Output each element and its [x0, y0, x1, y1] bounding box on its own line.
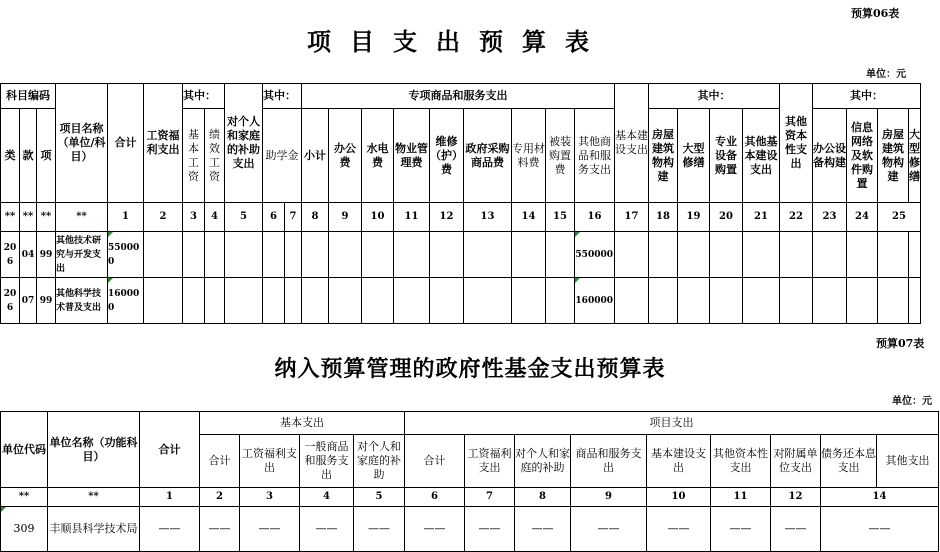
index-cell: 23 — [813, 203, 847, 232]
header-uniform: 被装购置费 — [546, 109, 575, 203]
index-cell: 25 — [878, 203, 921, 232]
index-cell: 5 — [354, 488, 405, 507]
unit-label-2: 单位：元 — [892, 396, 932, 407]
header-kemu: 科目编码 — [1, 84, 56, 109]
header-bigrepair: 大型修缮 — [678, 109, 710, 203]
row2-name: 其他科学技术普及支出 — [56, 278, 108, 324]
header-other-capital: 其他资本性支出 — [780, 84, 813, 203]
index-cell: ** — [48, 488, 140, 507]
index-cell: 11 — [394, 203, 430, 232]
row-dash: —— — [465, 507, 515, 552]
index-cell: 9 — [329, 203, 362, 232]
row1-lei: 206 — [1, 232, 20, 278]
header-perf: 绩效工资 — [205, 109, 225, 203]
header-goods: 专项商品和服务支出 — [302, 84, 615, 109]
header-info: 信息网络及软件购置 — [847, 109, 878, 203]
row-dash: —— — [405, 507, 465, 552]
header-basic: 基本工资 — [183, 109, 205, 203]
row-dash: —— — [200, 507, 240, 552]
index-cell: 10 — [647, 488, 711, 507]
header-p-other: 其他支出 — [877, 435, 939, 488]
header-b-goods: 一般商品和服务支出 — [300, 435, 354, 488]
header-qizhong-1: 其中： — [183, 84, 225, 109]
index-cell: 21 — [743, 203, 780, 232]
index-cell: 9 — [571, 488, 647, 507]
header-project: 项目支出 — [405, 412, 939, 435]
index-cell: 19 — [678, 203, 710, 232]
header-material: 专用材料费 — [512, 109, 546, 203]
index-cell: ** — [56, 203, 108, 232]
index-cell: 17 — [615, 203, 649, 232]
index-cell: 3 — [183, 203, 205, 232]
index-cell: 15 — [546, 203, 575, 232]
header-qizhong-3: 其中： — [649, 84, 780, 109]
row1-other-goods: 550000 — [575, 232, 615, 278]
index-cell: 4 — [205, 203, 225, 232]
header-name: 项目名称（单位/科目） — [56, 84, 108, 203]
header-unit-name: 单位名称（功能科目） — [48, 412, 140, 488]
index-cell: 3 — [240, 488, 300, 507]
index-cell: 5 — [225, 203, 263, 232]
row1-total: 550000 — [108, 232, 144, 278]
index-cell: 8 — [302, 203, 329, 232]
index-cell: 1 — [108, 203, 144, 232]
unit-label-1: 单位：元 — [866, 69, 906, 80]
index-cell: 6 — [263, 203, 285, 232]
index-cell: 6 — [405, 488, 465, 507]
fund-budget-table — [0, 411, 939, 552]
header-subtotal: 小计 — [302, 109, 329, 203]
header-p-construct: 基本建设支出 — [647, 435, 711, 488]
header-procure: 政府采购商品费 — [464, 109, 512, 203]
index-cell: 7 — [285, 203, 302, 232]
page-title-fund-budget: 纳入预算管理的政府性基金支出预算表 — [274, 356, 666, 382]
row-dash: —— — [300, 507, 354, 552]
index-cell: ** — [37, 203, 56, 232]
row-dash: —— — [140, 507, 200, 552]
header-unit-code: 单位代码 — [1, 412, 48, 488]
header-p-total: 合计 — [405, 435, 465, 488]
row2-lei: 206 — [1, 278, 20, 324]
row2-xiang: 99 — [37, 278, 56, 324]
header-salary: 工资福利支出 — [144, 84, 183, 203]
header-other-construct: 其他基本建设支出 — [743, 109, 780, 203]
row2-other-goods: 160000 — [575, 278, 615, 324]
row-dash: —— — [571, 507, 647, 552]
row2-total: 160000 — [108, 278, 144, 324]
header-equip: 专业设备购置 — [710, 109, 743, 203]
header-xiang: 项 — [37, 109, 56, 203]
row1-name: 其他技术研究与开发支出 — [56, 232, 108, 278]
header-p-salary: 工资福利支出 — [465, 435, 515, 488]
index-cell: 14 — [512, 203, 546, 232]
index-cell: 7 — [465, 488, 515, 507]
header-qizhong-4: 其中： — [813, 84, 921, 109]
header-bigrepair-2: 大型修缮 — [909, 109, 921, 203]
header-other-goods: 其他商品和服务支出 — [575, 109, 615, 203]
index-cell: 13 — [464, 203, 512, 232]
index-cell: 24 — [847, 203, 878, 232]
header-kuan: 款 — [20, 109, 37, 203]
page-title-project-budget: 项目支出预算表 — [307, 27, 608, 56]
header-repair: 维修（护）费 — [430, 109, 464, 203]
row1-kuan: 04 — [20, 232, 37, 278]
header-construct: 基本建设支出 — [615, 84, 649, 203]
header-total: 合计 — [140, 412, 200, 488]
header-property: 物业管理费 — [394, 109, 430, 203]
header-lei: 类 — [1, 109, 20, 203]
index-cell: 11 — [711, 488, 771, 507]
table-code-06: 预算06表 — [851, 7, 900, 20]
table-code-07: 预算07表 — [876, 337, 925, 350]
header-building-2: 房屋建筑物构建 — [878, 109, 909, 203]
row-dash: —— — [647, 507, 711, 552]
row-dash: —— — [240, 507, 300, 552]
index-cell: 2 — [200, 488, 240, 507]
index-cell: ** — [1, 203, 20, 232]
header-p-subsidy: 对个人和家庭的补助 — [515, 435, 571, 488]
header-building: 房屋建筑物构建 — [649, 109, 678, 203]
index-cell: 2 — [144, 203, 183, 232]
header-p-affiliated: 对附属单位支出 — [771, 435, 821, 488]
row-dash: —— — [711, 507, 771, 552]
index-cell: ** — [1, 488, 48, 507]
header-p-debt: 债务还本息支出 — [821, 435, 877, 488]
project-budget-table — [0, 83, 921, 324]
header-b-total: 合计 — [200, 435, 240, 488]
index-cell: 22 — [780, 203, 813, 232]
header-total: 合计 — [108, 84, 144, 203]
row2-kuan: 07 — [20, 278, 37, 324]
row1-xiang: 99 — [37, 232, 56, 278]
row-dash: —— — [821, 507, 939, 552]
header-p-capital: 其他资本性支出 — [711, 435, 771, 488]
row-unit-name: 丰顺县科学技术局 — [48, 507, 140, 552]
index-cell: 12 — [771, 488, 821, 507]
header-office-equip: 办公设备构建 — [813, 109, 847, 203]
header-qizhong-2: 其中： — [263, 84, 302, 109]
row-dash: —— — [771, 507, 821, 552]
header-b-salary: 工资福利支出 — [240, 435, 300, 488]
index-cell: 10 — [362, 203, 394, 232]
index-cell: 8 — [515, 488, 571, 507]
header-water: 水电费 — [362, 109, 394, 203]
index-cell: ** — [20, 203, 37, 232]
header-b-subsidy: 对个人和家庭的补助 — [354, 435, 405, 488]
index-cell: 14 — [821, 488, 939, 507]
row-unit-code: 309 — [1, 507, 48, 552]
header-office: 办公费 — [329, 109, 362, 203]
header-subsidy: 对个人和家庭的补助支出 — [225, 84, 263, 203]
header-aid: 助学金 — [263, 109, 302, 203]
header-p-goods: 商品和服务支出 — [571, 435, 647, 488]
header-basic: 基本支出 — [200, 412, 405, 435]
index-cell: 1 — [140, 488, 200, 507]
row-dash: —— — [354, 507, 405, 552]
row-dash: —— — [515, 507, 571, 552]
index-cell: 20 — [710, 203, 743, 232]
index-cell: 18 — [649, 203, 678, 232]
index-cell: 12 — [430, 203, 464, 232]
index-cell: 4 — [300, 488, 354, 507]
index-cell: 16 — [575, 203, 615, 232]
